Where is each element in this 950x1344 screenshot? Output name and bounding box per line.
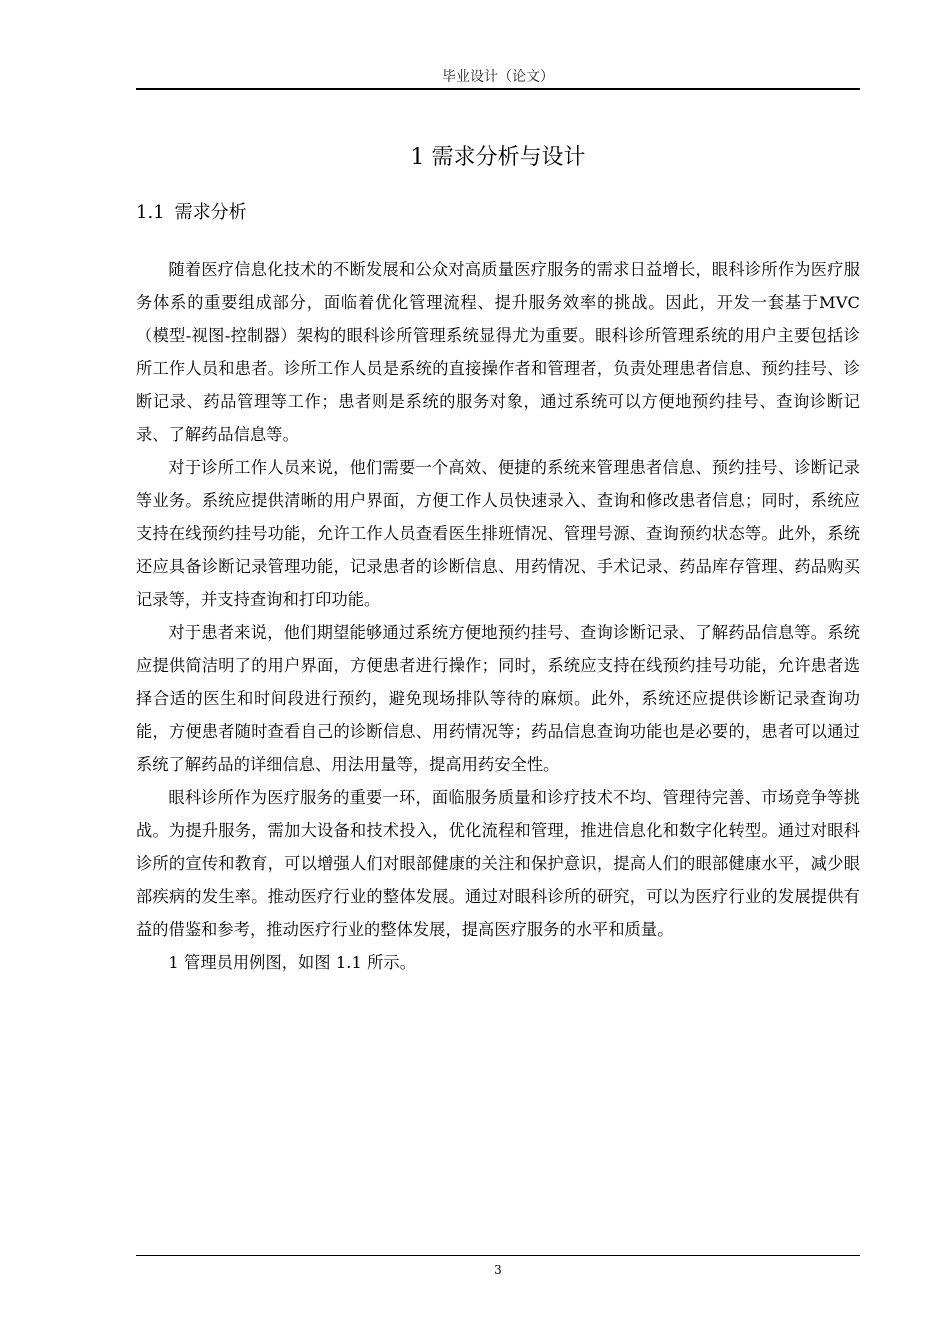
paragraph-1: 随着医疗信息化技术的不断发展和公众对高质量医疗服务的需求日益增长，眼科诊所作为医疗服务体系的重要组成部分，面临着优化管理流程、提升服务效率的挑战。因此，开发一套基于MVC（模型-视图-控制器）架构的眼科诊所管理系统显得尤为重要。眼科诊所管理系统的用户主要包括诊所工作人员和患者。诊所工作人员是系统的直接操作者和管理者，负责处理患者信息、预约挂号、诊断记录、药品管理等工作；患者则是系统的服务对象，通过系统可以方便地预约挂号、查询诊断记录、了解药品信息等。: [136, 260, 860, 444]
footer-rule: [136, 1255, 860, 1256]
header-rule: [136, 88, 860, 90]
page-number: 3: [494, 1263, 502, 1277]
figure-reference-paragraph: 1 管理员用例图，如图 1.1 所示。: [168, 953, 417, 972]
section-heading: [136, 200, 247, 226]
section-title-text: 需求分析: [174, 202, 247, 223]
paragraph-2: 对于诊所工作人员来说，他们需要一个高效、便捷的系统来管理患者信息、预约挂号、诊断记录等业务。系统应提供清晰的用户界面，方便工作人员快速录入、查询和修改患者信息；同时，系统应支持在线预约挂号功能，允许工作人员查看医生排班情况、管理号源、查询预约状态等。此外，系统还应具备诊断记录管理功能，记录患者的诊断信息、用药情况、手术记录、药品库存管理、药品购买记录等，并支持查询和打印功能。: [136, 458, 860, 609]
chapter-title: 1 需求分析与设计: [410, 145, 586, 170]
section-number: 1.1: [136, 202, 165, 223]
paragraph-3: 对于患者来说，他们期望能够通过系统方便地预约挂号、查询诊断记录、了解药品信息等。系统应提供简洁明了的用户界面，方便患者进行操作；同时，系统应支持在线预约挂号功能，允许患者选择合适的医生和时间段进行预约，避免现场排队等待的麻烦。此外，系统还应提供诊断记录查询功能，方便患者随时查看自己的诊断信息、用药情况等；药品信息查询功能也是必要的，患者可以通过系统了解药品的详细信息、用法用量等，提高用药安全性。: [136, 623, 860, 774]
running-header: 毕业设计（论文）: [442, 69, 554, 85]
body-text: [136, 253, 860, 979]
paragraph-4: 眼科诊所作为医疗服务的重要一环，面临服务质量和诊疗技术不均、管理待完善、市场竞争等挑战。为提升服务，需加大设备和技术投入，优化流程和管理，推进信息化和数字化转型。通过对眼科诊所的宣传和教育，可以增强人们对眼部健康的关注和保护意识，提高人们的眼部健康水平，减少眼部疾病的发生率。推动医疗行业的整体发展。通过对眼科诊所的研究，可以为医疗行业的发展提供有益的借鉴和参考，推动医疗行业的整体发展，提高医疗服务的水平和质量。: [136, 788, 860, 939]
